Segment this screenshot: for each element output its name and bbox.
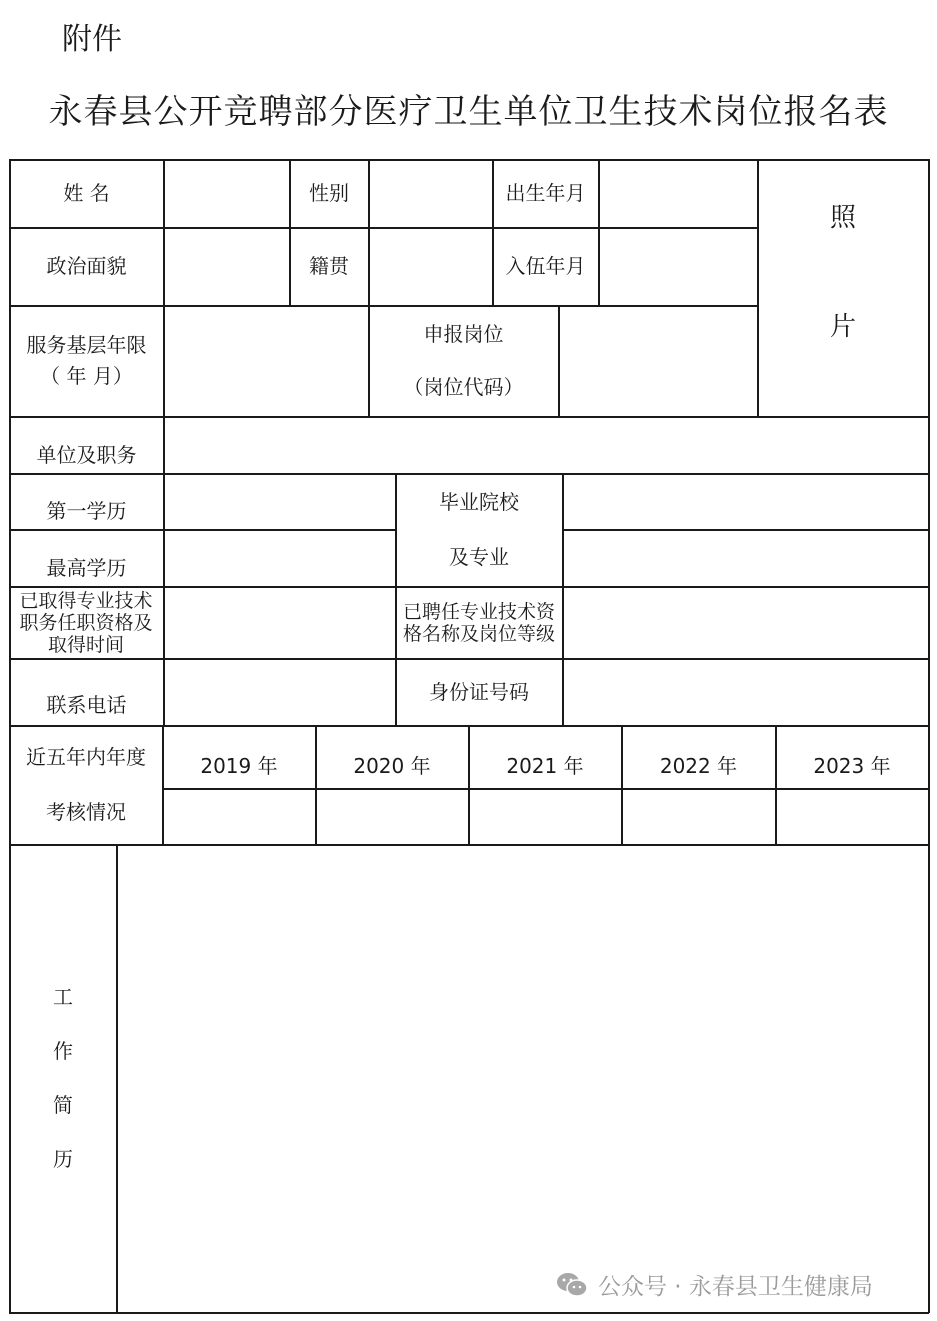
watermark: [556, 1268, 873, 1301]
gender-label: 性别: [309, 181, 349, 205]
year-2020-header: 2020 年: [353, 753, 431, 778]
enlist-input[interactable]: [599, 228, 757, 305]
resume-char-3: 简: [53, 1093, 73, 1117]
assessment-2023-input[interactable]: [776, 789, 928, 844]
attachment-label: 附件: [62, 22, 122, 57]
id-number-label: 身份证号码: [429, 679, 529, 704]
hired-qualification-label: 已聘任专业技术资格名称及岗位等级: [402, 600, 555, 645]
graduate-school-label-1: 毕业院校: [439, 490, 519, 514]
name-label: 姓 名: [63, 181, 110, 205]
graduate-school-input-1[interactable]: [563, 474, 928, 529]
assessment-2019-input[interactable]: [163, 789, 315, 844]
unit-position-input[interactable]: [164, 417, 928, 473]
service-years-unit: （ 年 月）: [40, 364, 133, 388]
political-input[interactable]: [164, 228, 289, 305]
qualification-label: 已取得专业技术职务任职资格及取得时间: [19, 589, 153, 656]
qualification-input[interactable]: [164, 587, 395, 658]
highest-degree-input[interactable]: [164, 530, 395, 586]
wechat-icon: [556, 1271, 588, 1299]
service-years-label: 服务基层年限: [26, 333, 147, 357]
resume-label: [10, 845, 116, 1312]
gender-input[interactable]: [369, 160, 492, 227]
photo-label-2: 片: [829, 312, 856, 342]
photo-label-1: 照: [829, 203, 856, 233]
resume-char-2: 作: [53, 1039, 73, 1063]
resume-input[interactable]: [118, 845, 928, 1312]
year-2023-header: 2023 年: [813, 753, 891, 778]
assessment-label-1: 近五年内年度: [26, 745, 146, 769]
native-place-label: 籍贯: [309, 254, 349, 278]
graduate-school-label-2: 及专业: [449, 545, 509, 569]
first-degree-label: 第一学历: [46, 499, 127, 523]
native-place-input[interactable]: [369, 228, 492, 305]
apply-post-input[interactable]: [559, 306, 757, 416]
service-years-input[interactable]: [164, 306, 368, 416]
assessment-2022-input[interactable]: [622, 789, 775, 844]
resume-char-1: 工: [53, 985, 73, 1009]
graduate-school-cell: [396, 474, 562, 586]
phone-input[interactable]: [164, 659, 395, 725]
enlist-label: 入伍年月: [505, 254, 586, 278]
apply-post-cell: [369, 306, 558, 416]
assessment-2021-input[interactable]: [469, 789, 621, 844]
assessment-cell: [10, 726, 162, 844]
graduate-school-input-2[interactable]: [563, 530, 928, 586]
highest-degree-label: 最高学历: [46, 556, 127, 580]
form-title: 永春县公开竞聘部分医疗卫生单位卫生技术岗位报名表: [48, 92, 889, 132]
assessment-2020-input[interactable]: [316, 789, 468, 844]
first-degree-input[interactable]: [164, 474, 395, 529]
photo-box[interactable]: [758, 160, 928, 416]
birth-input[interactable]: [599, 160, 757, 227]
unit-position-label: 单位及职务: [36, 443, 137, 467]
name-input[interactable]: [164, 160, 289, 227]
phone-label: 联系电话: [46, 693, 127, 717]
political-label: 政治面貌: [46, 254, 127, 278]
year-2021-header: 2021 年: [506, 753, 584, 778]
resume-char-4: 历: [53, 1147, 73, 1171]
watermark-text: 公众号 · 永春县卫生健康局: [598, 1274, 873, 1300]
apply-post-code-label: （岗位代码）: [403, 375, 524, 399]
id-number-input[interactable]: [563, 659, 928, 725]
hired-qualification-input[interactable]: [563, 587, 928, 658]
year-2022-header: 2022 年: [659, 753, 738, 778]
service-years-cell: [10, 306, 163, 416]
assessment-label-2: 考核情况: [46, 800, 126, 824]
apply-post-label: 申报岗位: [423, 322, 504, 346]
year-2019-header: 2019 年: [200, 753, 278, 778]
birth-label: 出生年月: [505, 181, 586, 205]
